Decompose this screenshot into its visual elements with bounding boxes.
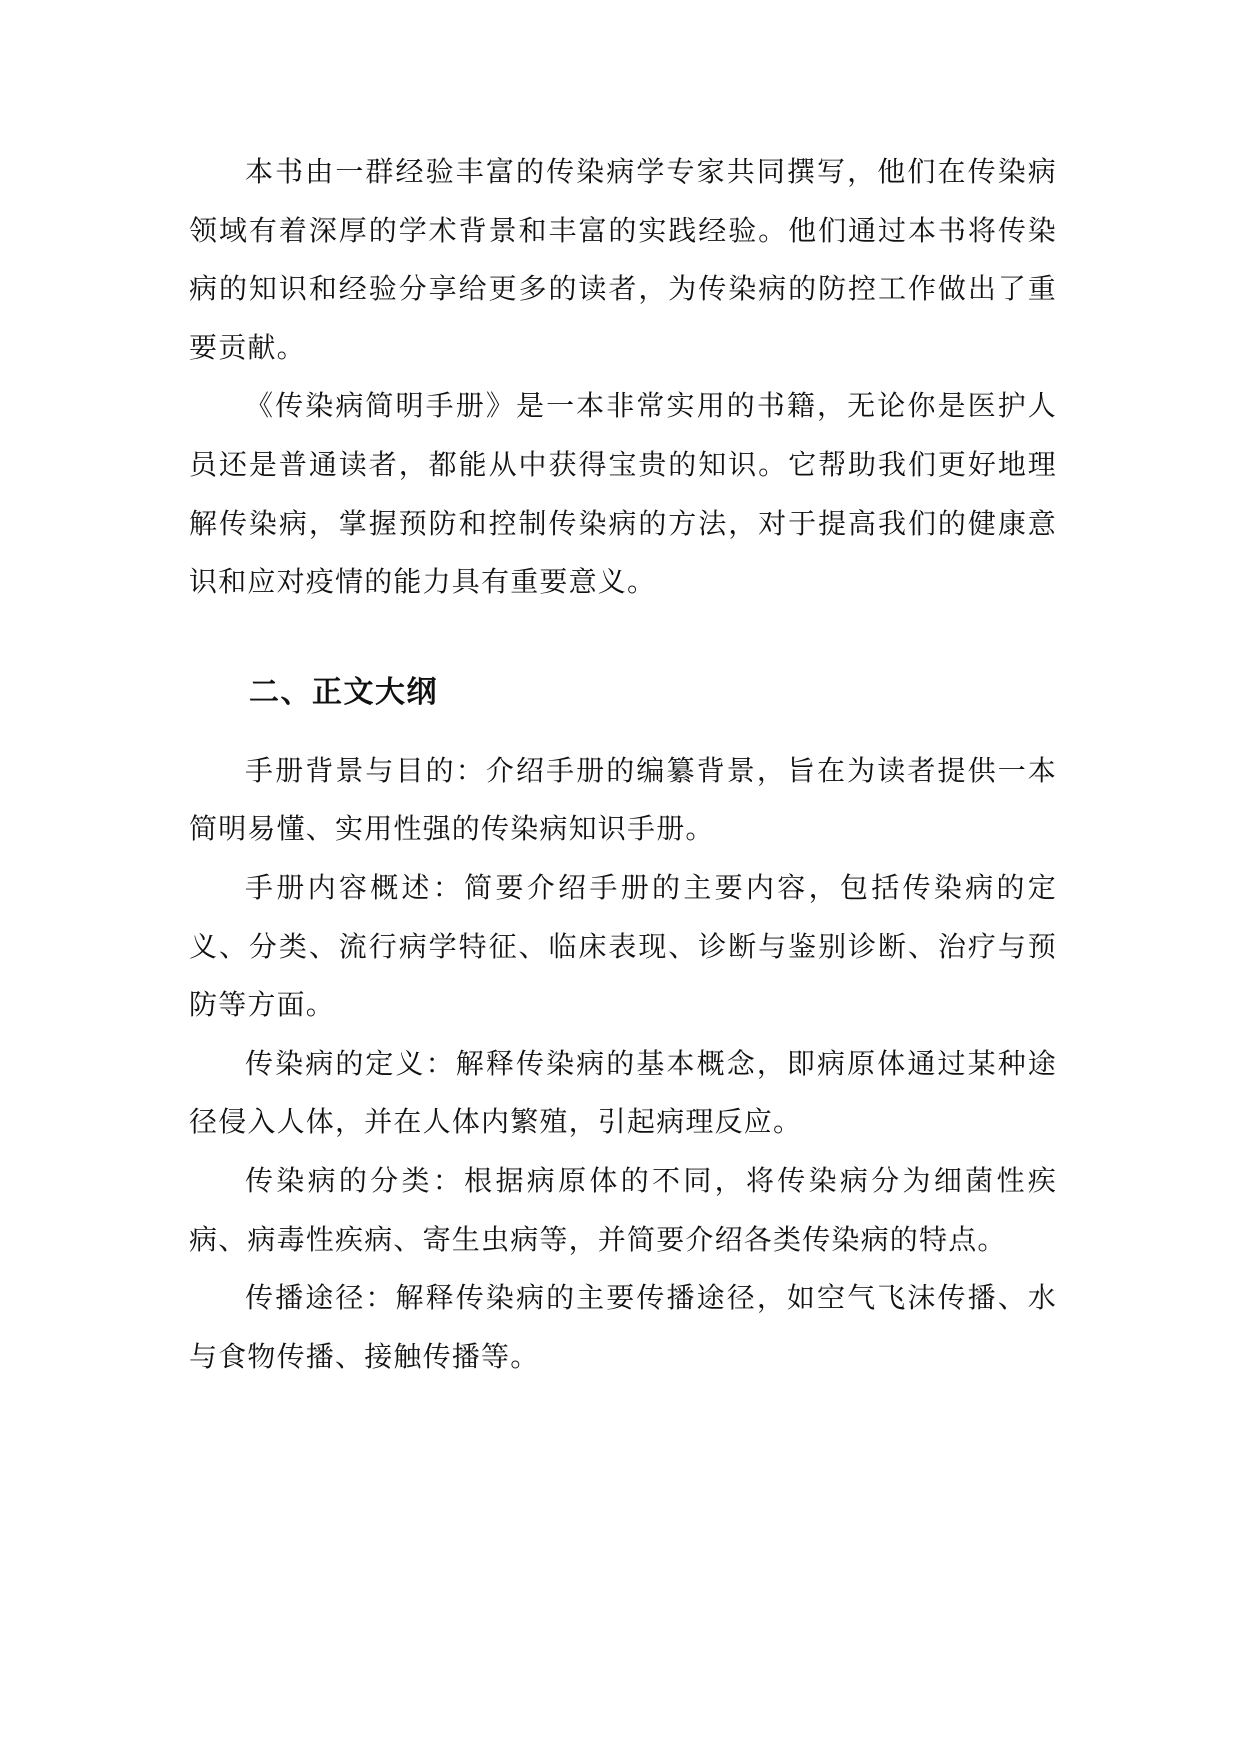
section-heading: 二、正文大纲 [249,674,438,710]
outline-paragraph-transmission: 传播途径：解释传染病的主要传播途径，如空气飞沫传播、水与食物传播、接触传播等。 [189,1281,1057,1373]
document-body [189,143,1057,1386]
outline-paragraph-classification: 传染病的分类：根据病原体的不同，将传染病分为细菌性疾病、病毒性疾病、寄生虫病等，并简要介绍各类传染病的特点。 [189,1163,1057,1256]
section-body [189,742,1057,1387]
outline-paragraph-overview: 手册内容概述：简要介绍手册的主要内容，包括传染病的定义、分类、流行病学特征、临床表现、诊断与鉴别诊断、治疗与预防等方面。 [189,870,1057,1022]
intro-paragraph-value: 《传染病简明手册》是一本非常实用的书籍，无论你是医护人员还是普通读者，都能从中获得宝贵的知识。它帮助我们更好地理解传染病，掌握预防和控制传染病的方法，对于提高我们的健康意识和应对疫情的能力具有重要意义。 [189,389,1057,599]
outline-paragraph-definition: 传染病的定义：解释传染病的基本概念，即病原体通过某种途径侵入人体，并在人体内繁殖，引起病理反应。 [189,1046,1057,1139]
outline-paragraph-background: 手册背景与目的：介绍手册的编纂背景，旨在为读者提供一本简明易懂、实用性强的传染病知识手册。 [189,753,1057,846]
intro-paragraph-authors: 本书由一群经验丰富的传染病学专家共同撰写，他们在传染病领域有着深厚的学术背景和丰富的实践经验。他们通过本书将传染病的知识和经验分享给更多的读者，为传染病的防控工作做出了重要贡献。 [189,155,1057,364]
